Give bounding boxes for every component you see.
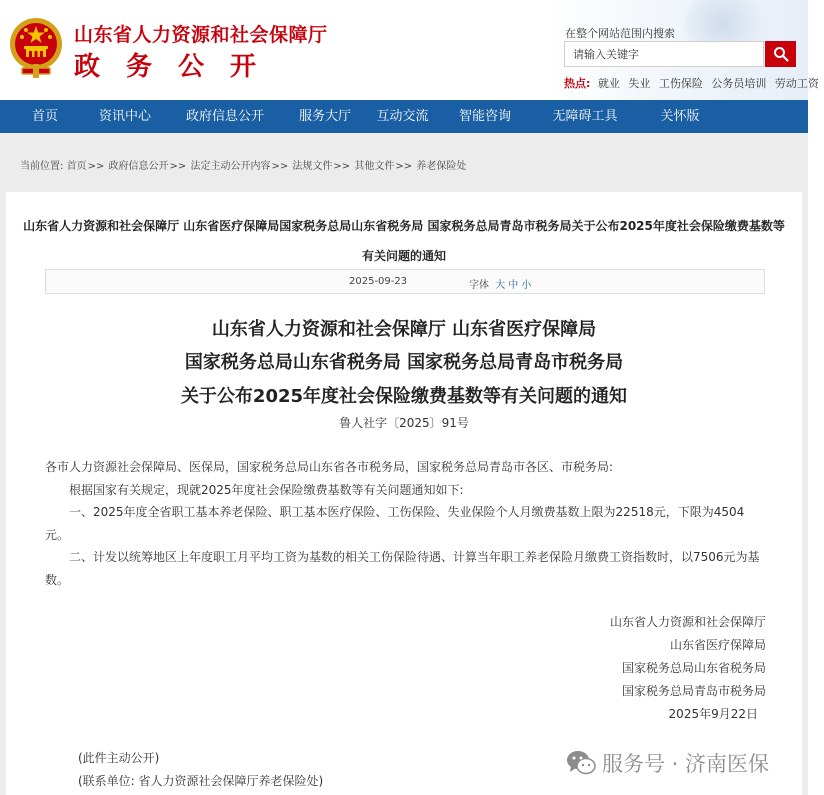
main-nav xyxy=(0,100,808,133)
national-emblem-icon[interactable] xyxy=(8,16,64,78)
breadcrumb-link[interactable]: 其他文件 xyxy=(354,161,395,172)
article-meta xyxy=(45,269,765,294)
search-icon xyxy=(773,46,789,62)
search-button[interactable] xyxy=(765,41,796,67)
search-input[interactable] xyxy=(565,42,763,66)
hot-keyword-link[interactable]: 失业 xyxy=(628,77,651,90)
nav-item-news[interactable]: 资讯中心 xyxy=(98,109,151,124)
watermark xyxy=(566,748,769,778)
nav-item-accessibility[interactable]: 无障碍工具 xyxy=(552,109,618,124)
doc-title-line: 山东省人力资源和社会保障厅 山东省医疗保障局 xyxy=(211,319,597,340)
signature-line: 国家税务总局青岛市税务局 xyxy=(621,684,766,698)
footnote: (此件主动公开) xyxy=(78,751,160,765)
hot-keywords xyxy=(564,75,824,91)
breadcrumb-link[interactable]: 政府信息公开 xyxy=(108,161,169,172)
nav-item-gov-info[interactable]: 政府信息公开 xyxy=(185,109,264,124)
breadcrumb-link[interactable]: 法规文件 xyxy=(292,161,333,172)
font-size-label: 字体 xyxy=(469,280,489,291)
site-title[interactable]: 山东省人力资源和社会保障厅 xyxy=(74,24,328,46)
hot-label: 热点: xyxy=(564,77,591,90)
font-size-switcher xyxy=(469,276,531,291)
signature-line: 山东省医疗保障局 xyxy=(669,638,766,652)
wechat-icon xyxy=(566,749,596,777)
site-subtitle: 政务公开 xyxy=(74,52,283,82)
nav-item-service-hall[interactable]: 服务大厅 xyxy=(298,109,351,124)
body-paragraph: 二、计发以统筹地区上年度职工月平均工资为基数的相关工伤保险待遇、计算当年职工养老保险月缴费工资指数时，以7506元为基数。 xyxy=(45,550,760,587)
breadcrumb-link[interactable]: 养老保险处 xyxy=(416,161,467,172)
signature-line: 山东省人力资源和社会保障厅 xyxy=(609,615,766,629)
body-paragraph: 各市人力资源社会保障局、医保局，国家税务总局山东省各市税务局，国家税务总局青岛市各区、市税务局: xyxy=(45,460,614,474)
doc-title-line: 关于公布2025年度社会保险缴费基数等有关问题的通知 xyxy=(180,386,628,407)
hot-keyword-link[interactable]: 劳动工资 xyxy=(774,77,819,90)
font-size-small[interactable]: 小 xyxy=(521,280,532,291)
breadcrumb-link[interactable]: 首页 xyxy=(66,161,87,172)
body-paragraph: 一、2025年度全省职工基本养老保险、职工基本医疗保险、工伤保险、失业保险个人月缴费基数上限为22518元，下限为4504元。 xyxy=(45,505,745,542)
doc-title-line: 国家税务总局山东省税务局 国家税务总局青岛市税务局 xyxy=(184,352,624,373)
nav-item-home[interactable]: 首页 xyxy=(31,109,58,124)
publish-date: 2025-09-23 xyxy=(349,276,408,287)
sign-date: 2025年9月22日 xyxy=(668,707,758,721)
site-header xyxy=(0,0,819,100)
search-box xyxy=(564,41,764,67)
nav-item-interaction[interactable]: 互动交流 xyxy=(376,109,429,124)
breadcrumb-link[interactable]: 法定主动公开内容 xyxy=(190,161,271,172)
article-title: 山东省人力资源和社会保障厅 山东省医疗保障局国家税务总局山东省税务局 国家税务总局青岛市税务局关于公布2025年度社会保险缴费基数等有关问题的通知 xyxy=(23,219,785,263)
doc-number: 鲁人社字〔2025〕91号 xyxy=(339,416,469,430)
hot-keyword-link[interactable]: 就业 xyxy=(597,77,620,90)
footnote: (联系单位: 省人力资源社会保障厅养老保险处) xyxy=(78,774,324,788)
hot-keyword-link[interactable]: 公务员培训 xyxy=(711,77,767,90)
nav-item-smart-consult[interactable]: 智能咨询 xyxy=(458,109,511,124)
nav-item-care-mode[interactable]: 关怀版 xyxy=(660,109,700,124)
font-size-medium[interactable]: 中 xyxy=(508,280,519,291)
watermark-text: 服务号 · 济南医保 xyxy=(602,752,770,776)
body-paragraph: 根据国家有关规定，现就2025年度社会保险缴费基数等有关问题通知如下: xyxy=(69,483,464,497)
breadcrumb: 当前位置: 首页>> 政府信息公开>> 法定主动公开内容>> 法规文件>> 其他文件>> 养老保险处 xyxy=(20,161,467,172)
font-size-large[interactable]: 大 xyxy=(495,280,506,291)
signature-line: 国家税务总局山东省税务局 xyxy=(621,661,766,675)
breadcrumb-prefix: 当前位置: xyxy=(20,161,64,172)
search-label: 在整个网站范围内搜索 xyxy=(565,27,675,40)
hot-keyword-link[interactable]: 工伤保险 xyxy=(658,77,703,90)
